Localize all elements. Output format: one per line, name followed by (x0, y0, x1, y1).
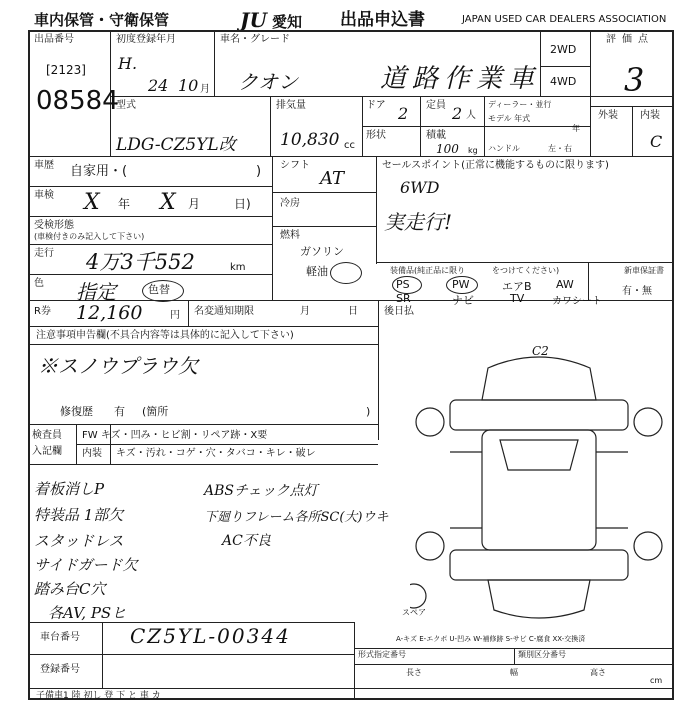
diagram-legend: A-キズ E-エクボ U-凹み W-補修跡 S-サビ C-腐食 XX-交換済 (396, 635, 586, 643)
rule (28, 424, 378, 425)
color-circle (142, 280, 184, 302)
car-diagram (410, 340, 668, 640)
equip-label-suffix: をつけてください) (492, 266, 560, 275)
note-r3: AC不良 (222, 533, 271, 549)
rule (632, 106, 633, 156)
equip-aw: AW (556, 278, 574, 291)
disp-value: 10,830 (280, 130, 340, 150)
rule (540, 66, 590, 67)
bottom-row: 子備車1 陸 初し 登 下 と 車 カ (36, 691, 161, 701)
storage-label-box (30, 8, 212, 32)
spare-label: スペア (402, 608, 426, 617)
type-value: LDG-CZ5YL改 (116, 135, 236, 155)
spec-width: 幅 (510, 668, 518, 677)
shift-label: シフト (280, 160, 310, 171)
cap-unit: 人 (466, 110, 476, 121)
logo-mark: JU (240, 8, 267, 32)
fuel-light-oil: 軽油 (306, 265, 328, 278)
fuel-gas: ガソリン (300, 245, 344, 258)
logo-text: 愛知 (272, 13, 303, 31)
spec-unit: cm (650, 676, 663, 685)
sales-line1: 6WD (400, 178, 440, 197)
rule (270, 96, 271, 156)
diagram-top-mark: C2 (532, 344, 549, 358)
doors-value: 2 (398, 104, 409, 123)
rule (376, 262, 674, 263)
type-label: 型式 (116, 100, 136, 111)
insp-month-unit: 月 (188, 197, 201, 211)
note-l3: スタッドレス (34, 532, 124, 550)
equip-label: 装備品(純正品に限り (390, 266, 466, 275)
history-close: ) (256, 164, 262, 179)
rule (28, 622, 354, 623)
repair-close: ) (366, 405, 371, 418)
payload-label: 積載 (426, 130, 446, 141)
mileage-label: 走行 (34, 248, 54, 259)
insp-year-unit: 年 (118, 197, 131, 211)
equip-airbag: エアB (502, 280, 532, 293)
rule (110, 96, 674, 97)
spec-class-label: 類別区分番号 (518, 650, 566, 659)
rule (272, 192, 376, 193)
dealer-year-unit: 年 (572, 124, 580, 133)
rule (28, 186, 272, 187)
ju-logo (240, 8, 302, 32)
doors-label: ドア (366, 100, 386, 111)
rule (28, 464, 378, 465)
model-year-label: モデル 年式 (488, 114, 531, 123)
fuel-label: 燃料 (280, 230, 300, 241)
rule (420, 126, 421, 156)
reg-era: H. (118, 54, 138, 73)
equip-pw-circle (446, 276, 478, 294)
rule (376, 156, 377, 264)
chassis-label: 車台番号 (40, 632, 80, 643)
notice-label: 名変通知期限 (194, 306, 254, 317)
equip-pw: PW (452, 278, 470, 291)
receipt-note: (車検付きのみ記入して下さい) (34, 232, 145, 241)
rule (540, 30, 541, 96)
form-title: 出品申込書 (340, 10, 425, 30)
after-label: 後日払 (384, 306, 414, 317)
rule (362, 126, 590, 127)
note-l5: 踏み台C穴 (34, 580, 106, 598)
rule (76, 444, 378, 445)
remarks-line1: ※スノウプラウ欠 (38, 354, 198, 378)
sales-line2: 実走行! (384, 210, 453, 234)
insp-day: 日) (234, 197, 251, 211)
rule (28, 688, 674, 689)
rule (28, 156, 674, 157)
cap-label: 定員 (426, 100, 446, 111)
ext-label: 外装 (598, 110, 618, 121)
insp-month-mark: X (160, 190, 176, 215)
equip-ps-circle (392, 276, 422, 294)
fuel-circle (330, 262, 362, 284)
rule (28, 216, 272, 217)
color-value: 指定 (76, 280, 116, 304)
reg-no-label: 登録番号 (40, 664, 80, 675)
color-circled: 色替 (148, 283, 170, 296)
rule (272, 226, 376, 227)
chassis-value: CZ5YL-00344 (130, 624, 291, 648)
rtax-value: 12,160 (76, 302, 143, 324)
int-label: 内装 (640, 110, 660, 121)
note-r2: 下廻りフレーム各所SC(大)ウキ (204, 510, 389, 525)
entry-label: 入記欄 (32, 446, 62, 457)
spec-length: 長さ (406, 668, 422, 677)
handle-options: 左・右 (548, 144, 572, 153)
mileage-unit: km (230, 262, 246, 273)
rule (214, 30, 215, 96)
fw-row: FW キズ・凹み・ヒビ割・リペア跡・X要 (82, 430, 268, 441)
rule (188, 300, 189, 326)
handle-label: ハンドル (488, 144, 520, 153)
insp-year-mark: X (84, 190, 100, 215)
note-l6: 各AV, PSヒ (48, 604, 127, 622)
repair-yes: 有 (114, 405, 125, 418)
note-l2: 特装品 1部欠 (34, 506, 124, 524)
warranty-options: 有・無 (622, 286, 652, 297)
int-value: C (650, 132, 663, 151)
int-row: キズ・汚れ・コゲ・穴・タバコ・キレ・破レ (116, 448, 316, 459)
remarks-label: 注意事項申告欄(不具合内容等は具体的に記入して下さい) (36, 330, 294, 341)
note-r1: ABSチェック点灯 (204, 483, 318, 499)
disp-label: 排気量 (276, 100, 306, 111)
lot-label: 出品番号 (34, 34, 74, 45)
equip-sr: SR (396, 292, 411, 305)
rule (28, 654, 354, 655)
equip-seat: カワシート (552, 296, 602, 307)
equip-tv: TV (510, 292, 525, 305)
payload-value: 100 (436, 142, 459, 156)
rule (378, 300, 379, 440)
drive-4wd: 4WD (550, 75, 577, 88)
grade-label: 評価点 (606, 34, 654, 45)
color-label: 色 (34, 278, 44, 289)
drive-2wd: 2WD (550, 43, 577, 56)
rule (420, 96, 421, 126)
disp-unit: cc (344, 140, 355, 151)
rule (272, 156, 273, 300)
reg-label: 初度登録年月 (116, 34, 176, 45)
inspector-label: 検査員 (32, 430, 62, 441)
history-value: 自家用・( (70, 164, 128, 179)
model-name: クオン (238, 70, 298, 94)
cooling-label: 冷房 (280, 198, 300, 209)
rule (354, 664, 674, 665)
warranty-label: 新車保証書 (624, 266, 664, 275)
rule (28, 244, 272, 245)
notice-month: 月 (300, 306, 310, 317)
model-label: 車名・グレード (220, 34, 290, 45)
rule (28, 326, 378, 327)
rule (28, 30, 674, 31)
shift-value: AT (320, 168, 345, 189)
note-l4: サイドガード欠 (34, 556, 138, 574)
shape-label: 形状 (366, 130, 386, 141)
rtax-label: R券 (34, 306, 51, 317)
repair-place: (箇所 (142, 405, 169, 418)
rule (28, 344, 378, 345)
spec-height: 高さ (590, 668, 606, 677)
assoc-name: JAPAN USED CAR DEALERS ASSOCIATION (462, 14, 667, 25)
equip-ps: PS (396, 278, 410, 291)
cap-value: 2 (452, 104, 463, 123)
model-grade: 道路作業車 (380, 64, 541, 94)
notice-day: 日 (348, 306, 358, 317)
repair-label: 修復歴 (60, 405, 93, 418)
equip-navi: ナビ (452, 294, 474, 307)
grade-score: 3 (624, 61, 645, 99)
int-row-label: 内装 (82, 448, 102, 459)
inspection-label: 車検 (34, 190, 54, 201)
rule (590, 30, 591, 156)
spec-type-label: 形式指定番号 (358, 650, 406, 659)
sales-label: セールスポイント(正常に機能するものに限ります) (382, 160, 609, 171)
rule (102, 622, 103, 688)
payload-unit: kg (468, 146, 478, 155)
reg-year: 24 (148, 76, 169, 95)
receipt-label: 受検形態 (34, 220, 74, 231)
reg-month-unit: 月 (200, 84, 210, 95)
reg-month: 10 (178, 76, 199, 95)
rule (514, 648, 515, 664)
rtax-unit: 円 (170, 310, 180, 321)
lot-code: [2123] (46, 63, 86, 77)
storage-label: 車内保管・守衛保管 (34, 11, 170, 29)
history-label: 車歴 (34, 160, 54, 171)
dealer-label: ディーラー・並行 (488, 100, 552, 109)
note-l1: 着板消しP (34, 480, 105, 498)
lot-number: 08584 (36, 86, 119, 116)
mileage-value: 4万3千552 (86, 250, 195, 274)
